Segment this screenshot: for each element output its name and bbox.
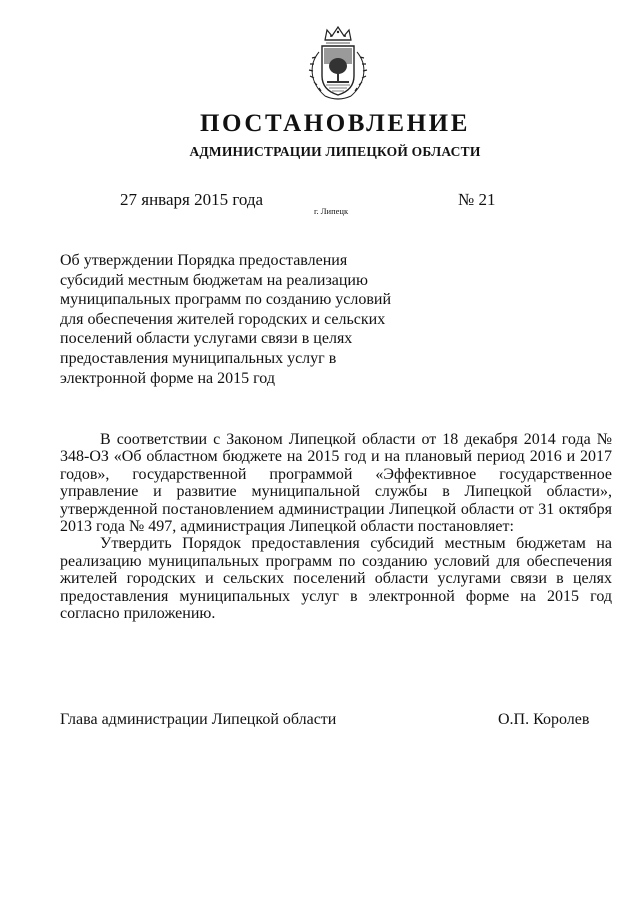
subject-line: субсидий местным бюджетам на реализацию xyxy=(60,271,368,289)
subject-line: для обеспечения жителей городских и сельских xyxy=(60,310,386,328)
subject-line: предоставления муниципальных услуг в xyxy=(60,349,337,367)
body-paragraph: В соответствии с Законом Липецкой области от 18 декабря 2014 года № 348-ОЗ «Об областном бюджете на 2015 год и на плановый период 2016 и 2017 годов», государственной программой «Эффективное государственное управление и развитие муниципальной службы в Липецкой области», утвержденной постановлением администрации Липецкой области от 31 октября 2013 года № 497, администрация Липецкой области постановляет: xyxy=(60,431,612,536)
signatory-name: О.П. Королев xyxy=(498,711,590,728)
subject-line: поселений области услугами связи в целях xyxy=(60,330,353,348)
subject-line: муниципальных программ по созданию условий xyxy=(60,291,392,309)
document-date: 27 января 2015 года xyxy=(120,190,264,209)
subject-line: электронной форме на 2015 год xyxy=(60,369,275,387)
coat-of-arms-icon xyxy=(301,24,375,104)
body-paragraph: Утвердить Порядок предоставления субсидий местным бюджетам на реализацию муниципальных программ по созданию условий для обеспечения жителей городских и сельских поселений области услугами связи в целях предоставления муниципальных услуг в электронной форме на 2015 год согласно приложению. xyxy=(60,535,612,623)
document-subtitle: АДМИНИСТРАЦИИ ЛИПЕЦКОЙ ОБЛАСТИ xyxy=(189,144,481,159)
document-number: № 21 xyxy=(458,190,496,209)
document-title: ПОСТАНОВЛЕНИЕ xyxy=(199,110,471,137)
document-body xyxy=(60,431,612,622)
document-city: г. Липецк xyxy=(314,206,349,216)
document-subject xyxy=(60,251,391,388)
subject-line: Об утверждении Порядка предоставления xyxy=(60,252,348,269)
signatory-position: Глава администрации Липецкой области xyxy=(60,711,337,728)
